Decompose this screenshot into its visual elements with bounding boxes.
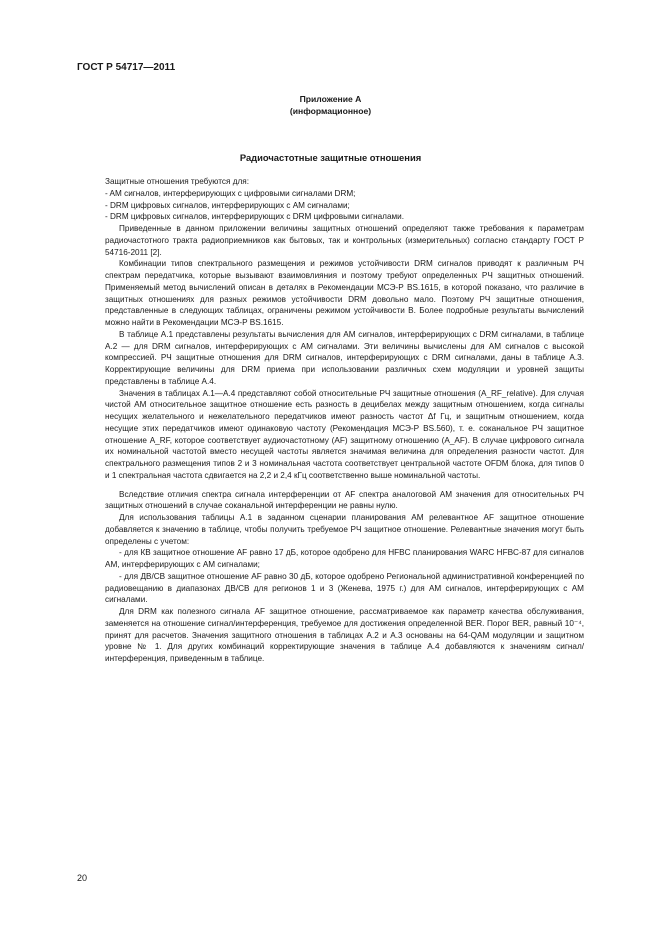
intro-text: Защитные отношения требуются для:	[105, 177, 249, 186]
list-item: - для ДВ/СВ защитное отношение AF равно 30 дБ, которое одобрено Региональной административной конференцией по радиовещанию в диапазонах ДВ/СВ для регионов 1 и 3 (Женева, 1975 г.) для AM сигналов, интерферирующих с AM сигналами.	[105, 571, 584, 605]
list-item: - DRM цифровых сигналов, интерферирующих с AM сигналами;	[105, 200, 350, 210]
annex-title: Приложение А	[299, 94, 362, 104]
paragraph: Вследствие отличия спектра сигнала интерференции от AF спектра аналоговой AM значения для относительных РЧ защитных отношений в случае соканальной интерференции не равны нулю.	[105, 489, 584, 511]
document-header: ГОСТ Р 54717—2011	[77, 62, 176, 73]
page-number: 20	[77, 873, 88, 883]
list-item: - для КВ защитное отношение AF равно 17 дБ, которое одобрено для HFBC планирования WARC HFBC-87 для сигналов AM, интерферирующих с AM сигналами;	[105, 548, 584, 569]
annex-subtitle: (информационное)	[289, 106, 372, 116]
list-item: - AM сигналов, интерферирующих с цифровыми сигналами DRM;	[105, 188, 356, 198]
paragraph: Комбинации типов спектрального размещения и режимов устойчивости DRM сигналов приводят к различным РЧ спектрам передатчика, которые вызывают взаимовлияния и поэтому требуют определенных РЧ защитных отношений. Применяемый метод вычислений описан в деталях в Рекомендации МСЭ-Р BS.1615, в которой показано, что различие в защитных отношениях для разных режимов устойчивости DRM довольно мало. Поэтому РЧ защитные отношения, представленные в следующих таблицах, ограничены режимом устойчивости B. Более подробные результаты вычислений можно найти в Рекомендации МСЭ-Р BS.1615.	[105, 259, 584, 327]
paragraph: Для использования таблицы А.1 в заданном сценарии планирования AM релевантное AF защитное отношение добавляется к значению в таблице, чтобы получить требуемое РЧ защитное отношение. Релевантные значения могут быть определены с учетом:	[105, 513, 584, 546]
annex-heading	[160, 93, 501, 117]
paragraph: Приведенные в данном приложении величины защитных отношений определяют также требования к параметрам радиочастотного тракта радиоприемников как бытовых, так и контрольных (измерительных) согласно стандарту ГОСТ Р 54716-2011 [2].	[105, 224, 584, 257]
paragraph: В таблице А.1 представлены результаты вычисления для AM сигналов, интерферирующих с DRM сигналами, в таблице А.2 — для DRM сигналов, интерферирующих с AM сигналами. Эти величины вычислены для AM сигналов с высокой компрессией. РЧ защитные отношения для DRM сигналов, интерферирующих с DRM сигналами, даны в таблице А.3. Корректирующие величины для DRM приема при использовании различных схем модуляции и уровней защиты представлены в таблице А.4.	[105, 329, 584, 386]
requirements-list	[105, 188, 584, 223]
paragraph: Для DRM как полезного сигнала AF защитное отношение, рассматриваемое как параметр качества обслуживания, заменяется на отношение сигнал/интерференция, требуемое для достижения определенной BER. Порог BER, равный 10⁻⁴, принят для расчетов. Значения защитного отношения в таблицах А.2 и А.3 основаны на 64-QAM модуляции и защитном уровне № 1. Для других комбинаций корректирующие значения в таблице А.4 добавляются к значениям сигнал/интерференция, приведенным в таблице.	[105, 607, 584, 663]
section-title: Радиочастотные защитные отношения	[239, 152, 422, 163]
paragraph: Значения в таблицах А.1—А.4 представляют собой относительные РЧ защитные отношения (A_RF_relative). Для случая чистой AM относительное защитное отношение есть разность в децибелах между защитным отношением, когда сигналы несущих желательного и нежелательного передатчиков имеют разность частот Δf Гц, и защитным отношением, когда несущие этих передатчиков имеют одинаковую частоту (Рекомендация МСЭ-Р BS.560), т. е. соканальное РЧ защитное отношение A_RF, которое соответствует аудиочастотному (AF) защитному отношению (A_AF). В случае цифрового сигнала их номинальной частотой вместо несущей частоты является значимая величина для определения разности частот. Для спектрального размещения типов 2 и 3 номинальная частота соответствует центральной частоте OFDM блока, для типов 0 и 1 спектральная частота сдвигается на 2,2 и 2,4 кГц соответственно выше номинальной частоты.	[105, 388, 584, 480]
list-item: - DRM цифровых сигналов, интерферирующих с DRM цифровыми сигналами.	[105, 212, 404, 222]
document-body	[105, 176, 584, 665]
